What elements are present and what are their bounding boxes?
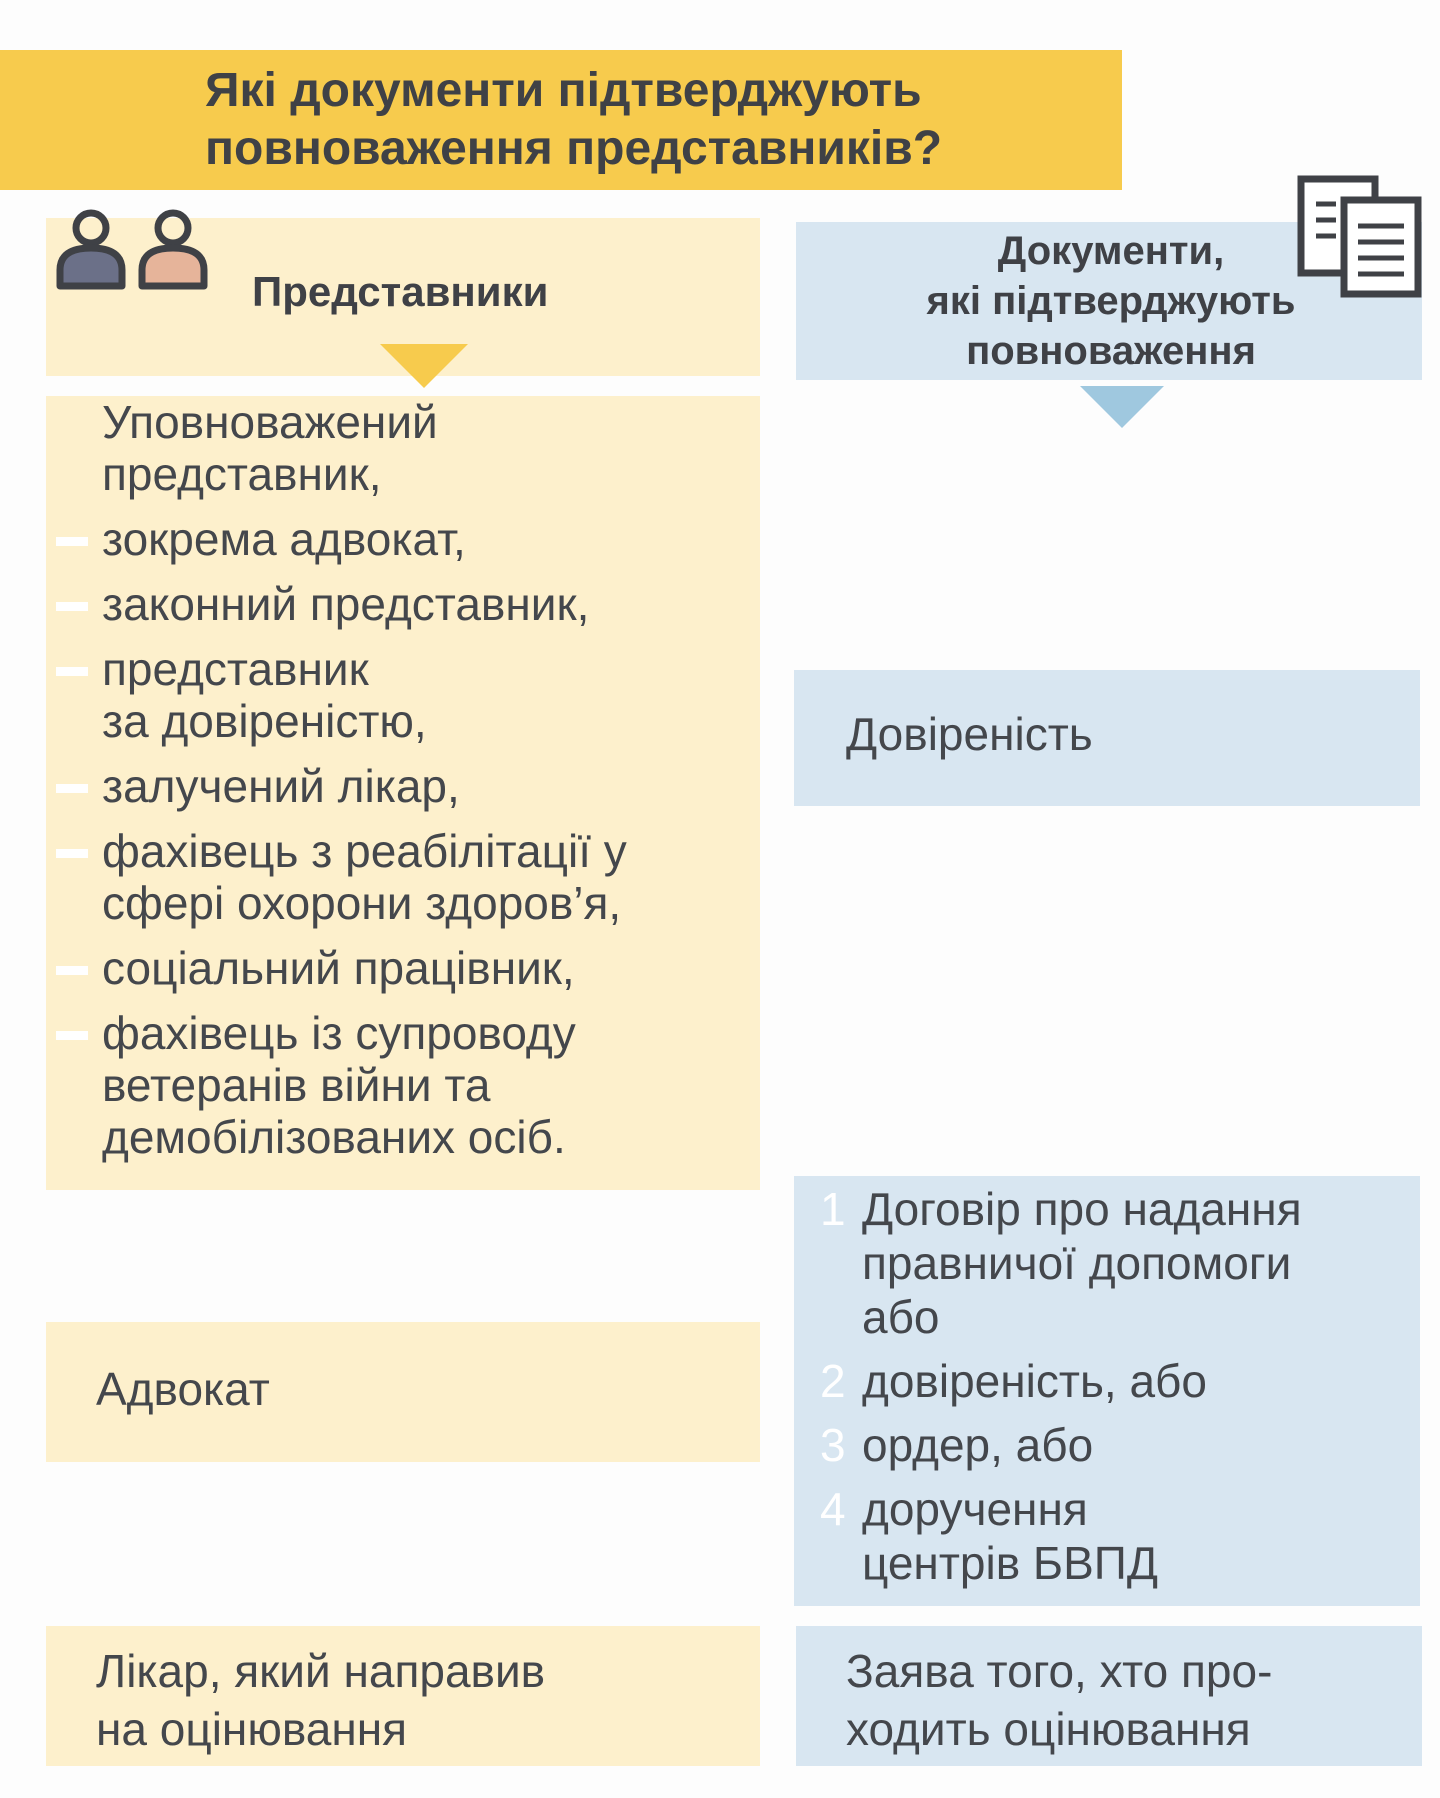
application-label: Заява того, хто про- ходить оцінювання bbox=[846, 1645, 1273, 1755]
list-item bbox=[794, 1418, 1420, 1472]
list-item bbox=[46, 578, 760, 630]
list-item bbox=[794, 1482, 1420, 1590]
rep-text: законний представник, bbox=[102, 578, 590, 630]
item-number: 1 bbox=[820, 1183, 846, 1235]
dash-icon bbox=[56, 966, 88, 975]
dash-icon bbox=[56, 602, 88, 611]
representatives-list bbox=[46, 396, 760, 1176]
representatives-header-label: Представники bbox=[252, 268, 549, 315]
rep-text: зокрема адвокат, bbox=[102, 513, 466, 565]
documents-icon bbox=[1296, 174, 1424, 302]
documents-header-line: які підтверджують bbox=[926, 279, 1296, 323]
power-of-attorney-label: Довіреність bbox=[846, 708, 1093, 760]
down-arrow-icon bbox=[380, 344, 468, 388]
list-item bbox=[46, 942, 760, 994]
list-item bbox=[46, 643, 760, 747]
documents-header-line: повноваження bbox=[966, 329, 1256, 373]
list-item bbox=[46, 396, 760, 500]
list-item bbox=[794, 1354, 1420, 1408]
list-item bbox=[46, 825, 760, 929]
item-number: 2 bbox=[820, 1355, 846, 1407]
list-item bbox=[46, 1007, 760, 1163]
rep-text: залучений лікар, bbox=[102, 760, 460, 812]
item-text: Договір про надання правничої допомоги або bbox=[862, 1183, 1302, 1343]
dash-icon bbox=[56, 537, 88, 546]
item-text: ордер, або bbox=[862, 1419, 1094, 1471]
dash-icon bbox=[56, 1031, 88, 1040]
dash-icon bbox=[56, 849, 88, 858]
rep-text: соціальний працівник, bbox=[102, 942, 575, 994]
doctor-label: Лікар, який направив на оцінювання bbox=[96, 1645, 546, 1755]
rep-text: фахівець із супроводу ветеранів війни та демобілізованих осіб. bbox=[102, 1007, 576, 1163]
persons-icon bbox=[52, 206, 212, 290]
advocate-documents-list bbox=[794, 1182, 1420, 1600]
documents-header-line: Документи, bbox=[997, 229, 1225, 273]
item-text: довіреність, або bbox=[862, 1355, 1207, 1407]
dash-icon bbox=[56, 667, 88, 676]
item-number: 4 bbox=[820, 1483, 846, 1535]
rep-text: представник за довіреністю, bbox=[102, 643, 427, 747]
page-title: Які документи підтверджують повноваження представників? bbox=[205, 64, 943, 175]
down-arrow-icon bbox=[1080, 386, 1164, 428]
list-item bbox=[46, 760, 760, 812]
advocate-label: Адвокат bbox=[96, 1363, 270, 1415]
dash-icon bbox=[56, 784, 88, 793]
rep-text: фахівець з реабілітації у сфері охорони здоров’я, bbox=[102, 825, 627, 929]
item-text: доручення центрів БВПД bbox=[862, 1483, 1158, 1589]
list-item bbox=[794, 1182, 1420, 1344]
list-item bbox=[46, 513, 760, 565]
rep-text: Уповноважений представник, bbox=[102, 396, 438, 500]
item-number: 3 bbox=[820, 1419, 846, 1471]
